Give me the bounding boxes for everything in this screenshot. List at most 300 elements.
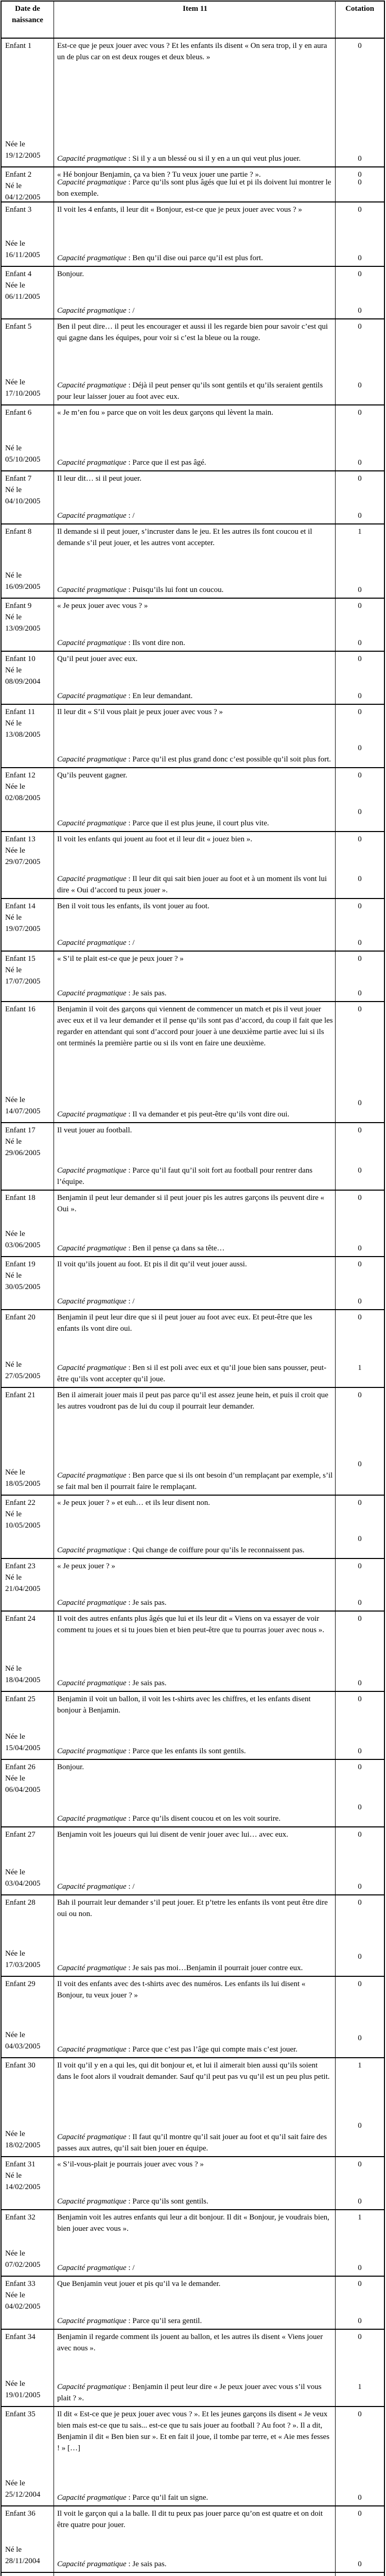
birth-date: [5, 1094, 40, 1117]
table-row: [2, 952, 384, 1002]
pragmatic-answer: : Je sais pas.: [126, 2560, 167, 2568]
answer-cell: [54, 471, 336, 523]
birth-date: [5, 912, 51, 935]
pragmatic-answer: : Je sais pas.: [126, 1599, 167, 1607]
score-pragmatic: 0: [358, 744, 362, 752]
score-answer: 0: [358, 206, 362, 214]
score-pragmatic: 0: [358, 254, 362, 262]
score-pragmatic: 0: [358, 939, 362, 947]
birth-date: [5, 2029, 40, 2052]
date-value: 18/05/2005: [5, 1480, 41, 1488]
score-answer: 0: [358, 655, 362, 663]
pragmatic-answer: : /: [126, 1883, 135, 1891]
answer-text: Ben il aimerait jouer mais il peut pas parce qu’il est assez jeune hein, et puis il croit que les autres voudront pas de lui du coup il pourrait leur demander.: [57, 1391, 328, 1411]
score-pragmatic: 0: [358, 2197, 362, 2206]
pragmatic-answer: : Benjamin il peut leur dire « Je peux jouer avec vous s’il vous plait ? ».: [57, 2383, 322, 2402]
date-value: 14/07/2005: [5, 1107, 41, 1115]
score-answer: 0: [358, 42, 362, 50]
child-cell: [2, 471, 54, 523]
score-answer: 0: [358, 409, 362, 417]
born-label: Née le: [5, 1096, 25, 1104]
score-pragmatic: 0: [358, 1953, 362, 1961]
pragmatic-label: Capacité pragmatique: [57, 1599, 127, 1607]
date-value: 17/07/2005: [5, 977, 41, 986]
child-cell: [2, 1559, 54, 1611]
pragmatic-capacity: [57, 1362, 333, 1385]
child-label: Enfant 2: [5, 171, 32, 179]
score-pragmatic: 0: [358, 875, 362, 883]
child-label: Enfant 5: [5, 323, 32, 331]
pragmatic-capacity: [57, 1677, 333, 1689]
table-row: [2, 1002, 384, 1123]
score-cell: [336, 2330, 384, 2406]
pragmatic-capacity: [57, 2044, 333, 2055]
pragmatic-answer: : En leur demandant.: [126, 692, 193, 700]
table-row: [2, 1827, 384, 1895]
answer-text: Il leur dit… si il peut jouer.: [57, 474, 142, 483]
child-cell: [2, 2210, 54, 2276]
date-value: 04/10/2005: [5, 497, 41, 505]
answer-text: Il voit des enfants avec des t-shirts avec des numéros. Les enfants ils lui disent « Bonjour, tu veux jouer ? »: [57, 1980, 306, 1999]
date-value: 19/01/2005: [5, 2391, 41, 2399]
child-cell: [2, 1827, 54, 1894]
score-answer: 0: [358, 2160, 362, 2168]
pragmatic-answer: : /: [126, 512, 135, 520]
answer-cell: [54, 1760, 336, 1826]
pragmatic-answer: : Je sais pas.: [126, 1679, 167, 1687]
pragmatic-label: Capacité pragmatique: [57, 2494, 127, 2502]
table-row: [2, 1388, 384, 1496]
birth-date: [5, 484, 51, 507]
born-label: Née le: [5, 846, 25, 855]
table-row: [2, 2157, 384, 2210]
pragmatic-label: Capacité pragmatique: [57, 1815, 127, 1823]
pragmatic-capacity: [57, 2262, 333, 2274]
pragmatic-capacity: [57, 1296, 333, 1307]
birth-date: [5, 781, 51, 804]
birth-date: [5, 1663, 40, 1686]
birth-date: [5, 1572, 51, 1595]
born-label: Née le: [5, 1230, 25, 1238]
born-label: Né le: [5, 1272, 22, 1280]
score-answer: 0: [358, 1763, 362, 1771]
child-cell: [2, 2157, 54, 2209]
table-row: [2, 2277, 384, 2330]
score-pragmatic: 0: [358, 1099, 362, 1107]
born-label: Né le: [5, 613, 22, 621]
answer-text: Il voit les enfants qui jouent au foot et il leur dit « jouez bien ».: [57, 835, 253, 843]
born-label: Née le: [5, 2380, 25, 2388]
answer-cell: [54, 1977, 336, 2057]
score-pragmatic: 0: [358, 1460, 362, 1468]
pragmatic-label: Capacité pragmatique: [57, 586, 127, 594]
pragmatic-answer: : Ben il pense ça dans sa tête…: [126, 1244, 225, 1252]
score-answer: 0: [358, 1562, 362, 1570]
child-label: Enfant 17: [5, 1126, 36, 1134]
evaluation-table: [1, 1, 385, 2576]
pragmatic-label: Capacité pragmatique: [57, 459, 127, 467]
child-cell: [2, 319, 54, 404]
born-label: Née le: [5, 2479, 25, 2487]
score-pragmatic: 0: [358, 808, 362, 816]
table-row: [2, 1760, 384, 1827]
born-label: Né le: [5, 1361, 22, 1369]
answer-cell: [54, 2573, 336, 2576]
table-row: [2, 2330, 384, 2407]
child-cell: [2, 768, 54, 831]
date-value: 07/02/2005: [5, 2261, 41, 2269]
pragmatic-capacity: [57, 1165, 333, 1188]
table-row: [2, 2210, 384, 2277]
child-cell: [2, 1002, 54, 1122]
table-header: [2, 2, 384, 39]
score-pragmatic: 0: [358, 307, 362, 315]
answer-text: « Je peux jouer ? » et euh… et ils leur disent non.: [57, 1499, 210, 1507]
score-answer: 0: [358, 323, 362, 331]
child-label: Enfant 28: [5, 1899, 36, 1907]
pragmatic-answer: : Je sais pas.: [126, 989, 167, 997]
birth-date: [5, 1948, 40, 1971]
birth-date: [5, 718, 51, 740]
header-cotation: Cotation: [345, 5, 374, 13]
answer-cell: [54, 1827, 336, 1894]
pragmatic-answer: : Il leur dit qui sait bien jouer au foot et à un moment ils vont lui dire « Oui d’accord tu peux jouer ».: [57, 875, 327, 894]
pragmatic-answer: : /: [126, 307, 135, 315]
score-pragmatic: 0: [358, 459, 362, 467]
pragmatic-answer: : Je sais pas moi…Benjamin il pourrait jouer contre eux.: [126, 1964, 303, 1972]
date-value: 10/05/2005: [5, 1521, 41, 1530]
born-label: Née le: [5, 2249, 25, 2258]
child-label: Enfant 35: [5, 2410, 36, 2418]
pragmatic-capacity: [57, 1745, 333, 1757]
pragmatic-label: Capacité pragmatique: [57, 2317, 127, 2325]
child-cell: [2, 267, 54, 318]
answer-text: Est-ce que je peux jouer avec vous ? Et les enfants ils disent « On sera trop, il y en aura un de plus car on est deux rouges et deux bleus. »: [57, 42, 327, 61]
child-label: Enfant 1: [5, 42, 32, 50]
pragmatic-capacity: [57, 584, 333, 596]
answer-text: « S’il te plait est-ce que je peux jouer ? »: [57, 955, 184, 963]
birth-date: [5, 1509, 51, 1531]
answer-cell: [54, 2407, 336, 2505]
pragmatic-answer: : Parce que il est pas âgé.: [126, 459, 206, 467]
date-value: 19/12/2005: [5, 151, 41, 160]
score-cell: [336, 2277, 384, 2329]
birth-date: [5, 845, 51, 868]
answer-cell: [54, 1496, 336, 1558]
child-cell: [2, 1123, 54, 1190]
table-row: [2, 2573, 384, 2576]
pragmatic-answer: : /: [126, 939, 135, 947]
answer-cell: [54, 1310, 336, 1387]
score-cell: [336, 1388, 384, 1495]
pragmatic-label: Capacité pragmatique: [57, 2045, 127, 2054]
pragmatic-answer: : Parce qu’il sera gentil.: [126, 2317, 202, 2325]
date-value: 17/03/2005: [5, 1961, 41, 1969]
answer-cell: [54, 2058, 336, 2156]
born-label: Né le: [5, 719, 22, 727]
answer-text: Benjamin il peut leur demander si il peut jouer pis les autres garçons ils peuvent dire « Oui ».: [57, 1194, 325, 1213]
score-answer: 0: [358, 2333, 362, 2341]
date-value: 14/02/2005: [5, 2183, 41, 2191]
pragmatic-label: Capacité pragmatique: [57, 639, 127, 647]
score-cell: [336, 832, 384, 898]
table-row: [2, 2407, 384, 2506]
score-answer: 0: [358, 1695, 362, 1703]
score-pragmatic: 0: [358, 2122, 362, 2130]
child-label: Enfant 12: [5, 771, 36, 779]
table-row: [2, 705, 384, 768]
date-value: 04/02/2005: [5, 2302, 41, 2311]
answer-cell: [54, 405, 336, 470]
table-row: [2, 1191, 384, 1257]
score-cell: [336, 2573, 384, 2576]
score-cell: [336, 1612, 384, 1691]
child-cell: [2, 2573, 54, 2576]
score-answer: 0: [358, 708, 362, 716]
pragmatic-answer: : Parce qu’il est plus grand donc c’est possible qu’il soit plus fort.: [126, 755, 331, 764]
child-cell: [2, 167, 54, 201]
answer-text: Il demande si il peut jouer, s’incruster dans le jeu. Et les autres ils font coucou et il demande s’il peut jouer, et les autres vont accepter.: [57, 528, 312, 547]
birth-date: [5, 1467, 40, 1489]
pragmatic-capacity: [57, 1545, 333, 1556]
pragmatic-answer: : Parce qu’ils sont gentils.: [126, 2197, 208, 2206]
answer-cell: [54, 1895, 336, 1976]
child-label: Enfant 8: [5, 528, 32, 536]
pragmatic-label: Capacité pragmatique: [57, 512, 127, 520]
pragmatic-answer: : Il va demander et pis peut-être qu’ils vont dire oui.: [126, 1110, 290, 1118]
score-pragmatic: 0: [358, 1747, 362, 1755]
score-cell: [336, 319, 384, 404]
child-cell: [2, 1895, 54, 1976]
table-row: [2, 267, 384, 319]
date-value: 18/04/2005: [5, 1676, 41, 1684]
score-pragmatic: 0: [358, 586, 362, 594]
pragmatic-capacity: [57, 818, 333, 829]
child-cell: [2, 1257, 54, 1309]
birth-date: [5, 180, 51, 202]
answer-text: Ben il voit tous les enfants, ils vont jouer au foot.: [57, 902, 209, 910]
date-value: 02/08/2005: [5, 794, 41, 802]
pragmatic-capacity: [57, 177, 333, 199]
score-answer: 0: [358, 1313, 362, 1321]
child-cell: [2, 652, 54, 704]
score-pragmatic: 0: [358, 1803, 362, 1811]
score-answer: 0: [358, 955, 362, 963]
child-cell: [2, 2277, 54, 2329]
table-row: [2, 167, 384, 202]
table-row: [2, 1612, 384, 1692]
answer-cell: [54, 768, 336, 831]
score-answer: 0: [358, 1899, 362, 1907]
answer-text: Benjamin il peut leur dire que si il peut jouer au foot avec eux. Et peut-être que les enfants ils vont dire oui.: [57, 1313, 312, 1333]
child-label: Enfant 16: [5, 1005, 36, 1013]
pragmatic-capacity: [57, 1962, 333, 1974]
answer-text: Il voit le garçon qui a la balle. Il dit tu peux pas jouer parce qu’on est quatre et on doit être quatre pour jouer.: [57, 2510, 323, 2529]
pragmatic-capacity: [57, 252, 333, 264]
born-label: Née le: [5, 1868, 25, 1876]
child-cell: [2, 952, 54, 1001]
score-cell: [336, 405, 384, 470]
born-label: Né le: [5, 182, 22, 190]
answer-text: Bonjour.: [57, 270, 84, 278]
score-pragmatic: 0: [358, 692, 362, 700]
date-value: 13/09/2005: [5, 624, 41, 633]
child-label: Enfant 29: [5, 1980, 36, 1988]
child-label: Enfant 27: [5, 1831, 36, 1839]
pragmatic-label: Capacité pragmatique: [57, 2133, 127, 2141]
born-label: Née le: [5, 378, 25, 386]
birth-date: [5, 1270, 51, 1293]
score-answer: 0: [358, 1005, 362, 1013]
score-answer: 0: [358, 474, 362, 483]
birth-date: [5, 2170, 51, 2193]
child-cell: [2, 1496, 54, 1558]
score-cell: [336, 167, 384, 201]
table-row: [2, 1310, 384, 1388]
pragmatic-answer: : Parce que il est plus jeune, il court plus vite.: [126, 819, 269, 827]
pragmatic-capacity: [57, 2315, 333, 2327]
score-answer: 0: [358, 1391, 362, 1399]
score-cell: [336, 1827, 384, 1894]
answer-text: « Hé bonjour Benjamin, ça va bien ? Tu veux jouer une partie ? ».: [57, 171, 261, 179]
pragmatic-label: Capacité pragmatique: [57, 1679, 127, 1687]
pragmatic-capacity: [57, 2558, 333, 2570]
score-answer: 0: [358, 1831, 362, 1839]
pragmatic-capacity: [57, 754, 333, 765]
score-answer: 0: [358, 1260, 362, 1268]
score-answer: 0: [358, 1499, 362, 1507]
born-label: Né le: [5, 2546, 22, 2554]
pragmatic-capacity: [57, 1109, 333, 1120]
born-label: Né le: [5, 486, 22, 494]
score-pragmatic: 0: [358, 155, 362, 163]
child-cell: [2, 899, 54, 951]
birth-date: [5, 280, 51, 302]
pragmatic-label: Capacité pragmatique: [57, 1883, 127, 1891]
answer-text: Benjamin il voit des garçons qui viennent de commencer un match et pis il veut jouer avec eux et il va leur demander et il pense qu’ils sont pas d’accord, du coup il fait que les regarder en attendant qui sont d’accord pour jouer à une deuxième partie avec lui si ils ont terminés la première partie ou si ils vont en faire une deuxième.: [57, 1005, 333, 1047]
birth-date: [5, 1136, 51, 1159]
score-cell: [336, 1760, 384, 1826]
pragmatic-label: Capacité pragmatique: [57, 178, 127, 187]
pragmatic-capacity: [57, 457, 333, 468]
answer-cell: [54, 2330, 336, 2406]
score-cell: [336, 2506, 384, 2572]
pragmatic-label: Capacité pragmatique: [57, 989, 127, 997]
score-pragmatic: 0: [358, 1535, 362, 1543]
child-label: Enfant 7: [5, 474, 32, 483]
birth-date: [5, 2290, 51, 2312]
table-row: [2, 202, 384, 267]
pragmatic-answer: : Il faut qu’il montre qu’il sait jouer au foot et qu’il sait faire des passes aux autres, qu’il sait bien jouer en équipe.: [57, 2133, 327, 2153]
date-value: 08/09/2004: [5, 677, 41, 686]
child-label: Enfant 33: [5, 2280, 36, 2288]
pragmatic-label: Capacité pragmatique: [57, 2264, 127, 2272]
answer-cell: [54, 319, 336, 404]
answer-text: « Je peux jouer ? »: [57, 1562, 115, 1570]
pragmatic-answer: : Parce que c’est pas l’âge qui compte mais c’est jouer.: [126, 2045, 297, 2054]
pragmatic-label: Capacité pragmatique: [57, 307, 127, 315]
child-label: Enfant 3: [5, 206, 32, 214]
child-cell: [2, 832, 54, 898]
header-item-11: Item 11: [54, 2, 336, 38]
score-cell: [336, 1895, 384, 1976]
child-cell: [2, 524, 54, 598]
answer-text: Il voit qu’il y en a qui les, qui dit bonjour et, et lui il aimerait bien aussi qu’ils soient dans le foot alors il voudrait demander. Sauf qu’il peut pas vu qu’il est un peu plus petit.: [57, 2061, 330, 2081]
pragmatic-answer: : Parce qu’ils sont plus âgés que lui et pi ils doivent lui montrer le bon exemple.: [57, 178, 331, 198]
answer-text: Bonjour.: [57, 1763, 84, 1771]
pragmatic-capacity: [57, 2131, 333, 2154]
answer-cell: [54, 167, 336, 201]
table-row: [2, 899, 384, 952]
birth-date: [5, 964, 51, 987]
pragmatic-capacity: [57, 510, 333, 521]
answer-cell: [54, 599, 336, 651]
table-row: [2, 652, 384, 705]
score-cell: [336, 1191, 384, 1256]
table-row: [2, 768, 384, 832]
child-cell: [2, 2407, 54, 2505]
score-pragmatic: 0: [358, 2494, 362, 2502]
child-label: Enfant 20: [5, 1313, 36, 1321]
table-row: [2, 1496, 384, 1559]
answer-cell: [54, 1257, 336, 1309]
date-value: 16/09/2005: [5, 583, 41, 591]
child-label: Enfant 18: [5, 1194, 36, 1202]
born-label: Né le: [5, 1138, 22, 1146]
table-row: [2, 524, 384, 599]
birth-date: [5, 2544, 40, 2567]
score-pragmatic: 0: [358, 1679, 362, 1687]
pragmatic-answer: : Parce que les enfants ils sont gentils.: [126, 1747, 246, 1755]
answer-text: Benjamin il voit un ballon, il voit les t-shirts avec les chiffres, et les enfants disent bonjour à Benjamin.: [57, 1695, 311, 1715]
child-cell: [2, 1191, 54, 1256]
birth-date: [5, 1867, 40, 1889]
score-pragmatic: 0: [358, 2264, 362, 2272]
pragmatic-answer: : Ben qu’il dise oui parce qu’il est plus fort.: [126, 254, 263, 262]
child-cell: [2, 1388, 54, 1495]
score-cell: [336, 1002, 384, 1122]
child-label: Enfant 34: [5, 2333, 36, 2341]
score-answer: 0: [358, 2510, 362, 2518]
answer-text: Qu’il peut jouer avec eux.: [57, 655, 138, 663]
score-cell: [336, 2157, 384, 2209]
score-cell: [336, 2058, 384, 2156]
born-label: Née le: [5, 2291, 25, 2299]
born-label: Né le: [5, 913, 22, 922]
pragmatic-answer: : Puisqu’ils lui font un coucou.: [126, 586, 224, 594]
score-cell: [336, 524, 384, 598]
score-answer: 1: [358, 2213, 362, 2222]
score-pragmatic: 1: [358, 2383, 362, 2391]
pragmatic-capacity: [57, 153, 333, 164]
child-cell: [2, 405, 54, 470]
pragmatic-capacity: [57, 1813, 333, 1824]
answer-text: Il voit les 4 enfants, il leur dit « Bonjour, est-ce que je peux jouer avec vous ? »: [57, 206, 302, 214]
table-row: [2, 1977, 384, 2058]
child-cell: [2, 2330, 54, 2406]
born-label: Née le: [5, 783, 25, 791]
score-answer: 0: [358, 1194, 362, 1202]
child-label: Enfant 4: [5, 270, 32, 278]
pragmatic-answer: : Ben parce que si ils ont besoin d’un remplaçant par exemple, s’il se fait mal ben il pourrait faire le remplaçant.: [57, 1471, 333, 1491]
born-label: Née le: [5, 1733, 25, 1741]
score-pragmatic: 0: [358, 639, 362, 647]
answer-cell: [54, 1191, 336, 1256]
child-label: Enfant 22: [5, 1499, 36, 1507]
score-pragmatic: 0: [358, 2034, 362, 2042]
pragmatic-label: Capacité pragmatique: [57, 1364, 127, 1372]
answer-text: Benjamin il regarde comment ils jouent au ballon, et les autres ils disent « Viens jouer avec nous ».: [57, 2333, 323, 2352]
